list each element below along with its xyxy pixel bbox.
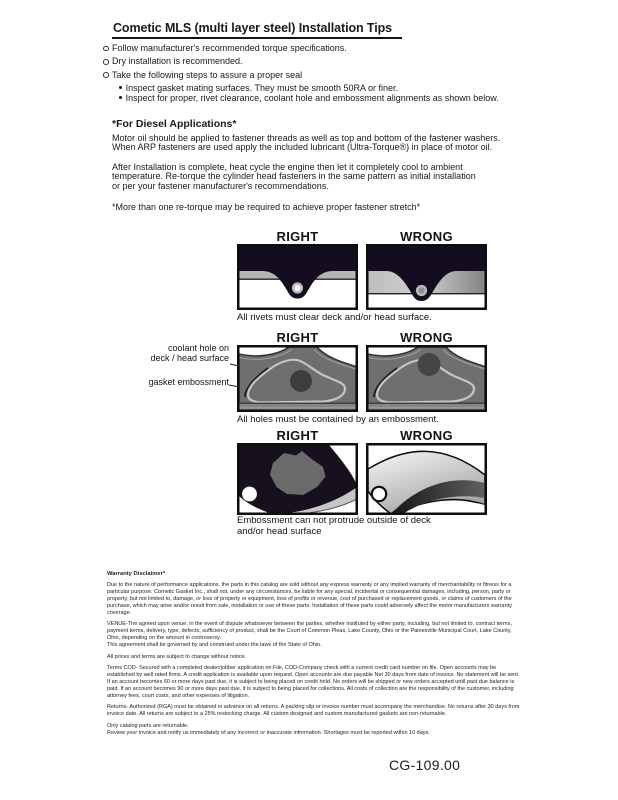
disclaimer-paragraph: Only catalog parts are returnable. — [107, 722, 189, 729]
annotation-line: deck / head surface — [150, 353, 229, 364]
body-line: Motor oil should be applied to fastener threads as well as top and bottom of the fastener washers. — [112, 133, 501, 143]
list-item-text: Dry installation is recommended. — [111, 56, 243, 67]
diagram-rivet-right-panel — [237, 244, 358, 315]
list-item — [103, 56, 347, 69]
list-item — [119, 83, 499, 93]
right-label-row3: RIGHT — [276, 428, 319, 443]
coolant-hole-icon — [418, 353, 441, 376]
bolt-hole-icon — [372, 487, 386, 501]
page-title: Cometic MLS (multi layer steel) Installation Tips — [112, 21, 402, 39]
diagram-embossment-right-panel — [237, 443, 358, 520]
right-label-row1: RIGHT — [276, 229, 319, 244]
coolant-hole-annotation — [108, 343, 229, 363]
diagram-rivet-wrong-panel — [366, 244, 487, 315]
disclaimer-paragraph: Due to the nature of performance applications, the parts in this catalog are sold without any express warranty or any implied warranty of merchantability or fitness for a particular purpose. Cometic Gasket Inc., shall not, under any circumstances, be liable for any special, incidental or consequential damages, including, person, party or property, but not limited to, damage, or loss of property or equipment, loss of profits or revenue, cost of purchased or replacement goods, or claims of customers of the purchase, which may arise and/or result from sale, installation or use of these parts. Installation of these parts could adversely affect the motor manufacturers warranty coverage. — [107, 582, 512, 616]
rivet-clearance-right-illustration — [237, 244, 358, 310]
warranty-disclaimer — [107, 571, 521, 742]
coolant-hole-wrong-illustration — [366, 345, 487, 412]
body-line: When ARP fasteners are used apply the included lubricant (Ultra-Torque®) in place of motor oil. — [112, 141, 493, 152]
gasket-embossment-annotation: gasket embossment — [148, 377, 229, 387]
coolant-hole-icon — [290, 370, 312, 392]
list-item-text: Inspect gasket mating surfaces. They must be smooth 50RA or finer. — [125, 83, 399, 93]
page-code: CG-109.00 — [389, 757, 461, 773]
bullet-dot-icon — [119, 96, 122, 99]
retorque-note: *More than one re-torque may be required to achieve proper fastener stretch* — [112, 202, 421, 212]
list-item — [103, 43, 347, 56]
diesel-section-heading: *For Diesel Applications* — [112, 118, 237, 130]
caption-line: Embossment can not protrude outside of deck — [237, 515, 431, 526]
right-label-row2: RIGHT — [276, 330, 319, 345]
bolt-hole-icon — [242, 487, 257, 502]
list-item-text: Inspect for proper, rivet clearance, coolant hole and embossment alignments as shown below. — [125, 93, 499, 104]
wrong-label-row3: WRONG — [400, 428, 453, 443]
installation-sub-list — [119, 83, 499, 104]
annotation-line: coolant hole on — [167, 343, 229, 353]
wrong-label-row2: WRONG — [400, 330, 453, 345]
disclaimer-paragraph: This agreement shall be governed by and construed under the laws of the State of Ohio. — [107, 641, 322, 648]
embossment-right-illustration — [237, 443, 358, 515]
bullet-circle-icon — [103, 46, 109, 52]
rivet-clearance-wrong-illustration — [366, 244, 487, 310]
coolant-hole-right-illustration — [237, 345, 358, 412]
disclaimer-paragraph: All prices and terms are subject to change without notice. — [107, 653, 247, 660]
list-item — [103, 70, 347, 83]
wrong-label-row1: WRONG — [400, 229, 453, 244]
diagram-coolant-right-panel — [237, 345, 358, 417]
disclaimer-paragraph: Returns- Authorized (RGA) must be obtained in advance on all returns. A packing slip or invoice number must accompany the merchandise. No returns after 30 days from invoice date. All returns are subject to a 25% restocking charge. All custom designed and custom manufactured gaskets are non-returnable. — [107, 704, 520, 718]
row3-caption — [237, 516, 431, 537]
body-line: After Installation is complete, heat cycle the engine then let it completely cool to ambient — [112, 162, 463, 172]
diagram-coolant-wrong-panel — [366, 345, 487, 417]
disclaimer-paragraph: VENUE-The agreed upon venue, in the event of dispute whatsoever between the parties, whether instituted by either party, including, but not limited to, contract terms, payment terms, delivery, type, defects, sufficiency of product, shall be the Court of Common Pleas, Lake County, Ohio or the Painesville Municipal Court, Lake County, Ohio, depending on the amount in controversy. — [107, 621, 512, 641]
diesel-paragraph-2 — [112, 163, 476, 191]
diagram-embossment-wrong-panel — [366, 443, 487, 520]
list-item — [119, 93, 499, 103]
embossment-wrong-illustration — [366, 443, 487, 515]
row2-caption: All holes must be contained by an embossment. — [237, 414, 439, 425]
list-item-text: Follow manufacturer's recommended torque specifications. — [111, 43, 347, 53]
disclaimer-paragraph: Terms COD- Secured with a completed dealer/jobber application on File, COD-Company check with a current credit card number on file. Open accounts may be established by well rated firms. A credit application is available upon request. Open accounts are due payable Net 30 days from date of invoice. No statement will be sent. If an account becomes 60 or more days past due, it is subject to being placed on credit hold. No orders will be shipped or new orders accepted until past due balance is paid. If an account becomes 90 or more days past due, it is subject to being placed for collections. All costs of collection are the responsibility of the customer, including attorney fees, court costs, and other expenses of litigation. — [107, 665, 520, 699]
caption-line: and/or head surface — [237, 525, 322, 537]
disclaimer-heading: Warranty Disclaimer* — [107, 571, 166, 577]
row1-caption: All rivets must clear deck and/or head surface. — [237, 312, 432, 323]
installation-tips-list — [103, 43, 347, 83]
bullet-circle-icon — [103, 72, 109, 78]
body-line: temperature. Re-torque the cylinder head fasteners in the same pattern as initial installation — [112, 171, 476, 182]
bullet-circle-icon — [103, 59, 109, 65]
diesel-paragraph-1 — [112, 134, 500, 152]
body-line: or per your fastener manufacturer's recommendations. — [112, 180, 329, 191]
disclaimer-paragraph: Review your invoice and notify us immediately of any incorrect or inaccurate information. Shortages must be reported within 10 days. — [107, 729, 430, 736]
list-item-text: Take the following steps to assure a proper seal — [111, 69, 303, 80]
bullet-dot-icon — [119, 86, 122, 89]
